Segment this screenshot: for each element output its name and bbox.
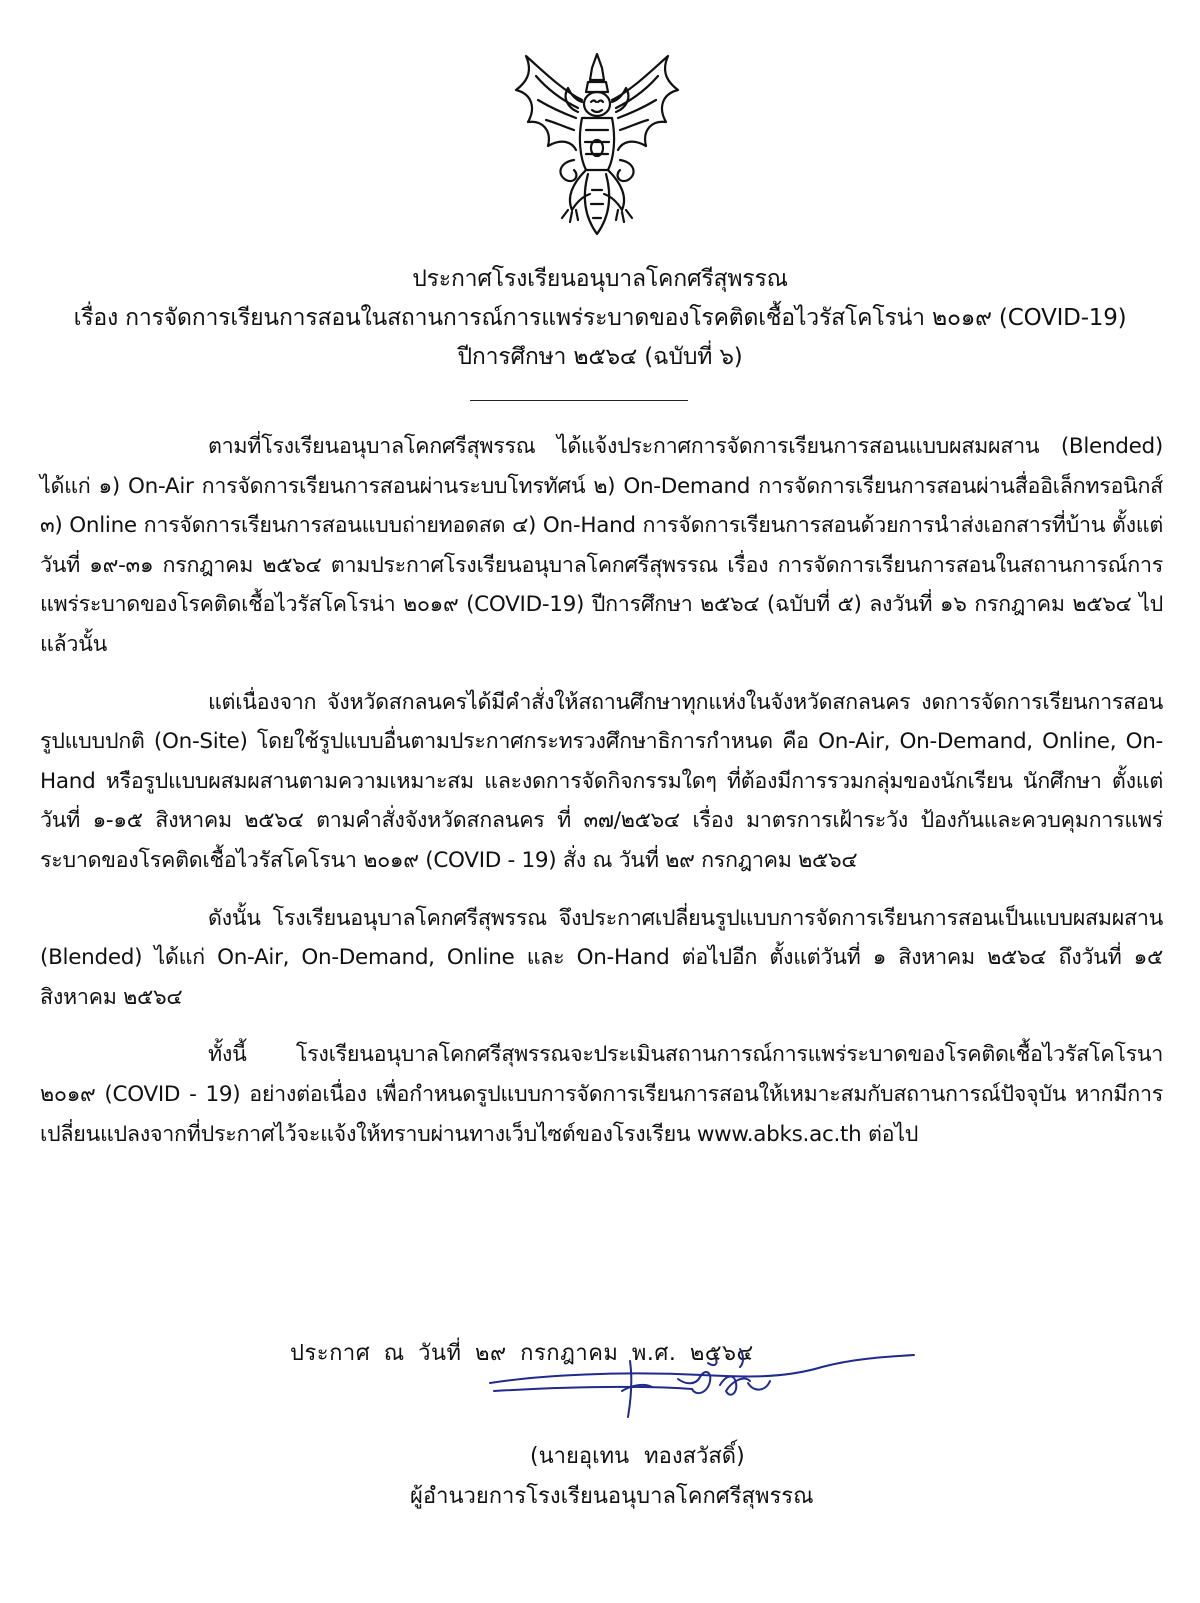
- paragraph-ongoing-assessment: ทั้งนี้ โรงเรียนอนุบาลโคกศรีสุพรรณจะประเมินสถานการณ์การแพร่ระบาดของโรคติดเชื้อไวรัสโคโรนา ๒๐๑๙ (COVID - 19) อย่างต่อเนื่อง เพื่อกำหนดรูปแบบการจัดการเรียนการสอนให้เหมาะสมกับสถานการณ์ปัจจุบัน หากมีการเปลี่ยนแปลงจากที่ประกาศไว้จะแจ้งให้ทราบผ่านทางเว็บไซต์ของโรงเรียน www.abks.ac.th ต่อไป: [40, 1042, 1163, 1147]
- handwritten-signature: [482, 1345, 922, 1425]
- signer-name: (นายอุเทน ทองสวัสดิ์): [530, 1444, 745, 1469]
- signer-position: ผู้อำนวยการโรงเรียนอนุบาลโคกศรีสุพรรณ: [410, 1484, 814, 1509]
- header-academic-year: ปีการศึกษา ๒๕๖๔ (ฉบับที่ ๖): [457, 344, 743, 370]
- garuda-emblem-icon: [512, 50, 682, 240]
- paragraph-new-format: ดังนั้น โรงเรียนอนุบาลโคกศรีสุพรรณ จึงประกาศเปลี่ยนรูปแบบการจัดการเรียนการสอนเป็นแบบผสมผสาน (Blended) ได้แก่ On-Air, On-Demand, Online และ On-Hand ต่อไปอีก ตั้งแต่วันที่ ๑ สิงหาคม ๒๕๖๔ ถึงวันที่ ๑๕ สิงหาคม ๒๕๖๔: [40, 905, 1163, 1010]
- paragraph-province-order: แต่เนื่องจาก จังหวัดสกลนครได้มีคำสั่งให้สถานศึกษาทุกแห่งในจังหวัดสกลนคร งดการจัดการเรียนการสอนรูปแบบปกติ (On-Site) โดยใช้รูปแบบอื่นตามประกาศกระทรวงศึกษาธิการกำหนด คือ On-Air, On-Demand, Online, On-Hand หรือรูปแบบผสมผสานตามความเหมาะสม และงดการจัดกิจกรรมใดๆ ที่ต้องมีการรวมกลุ่มของนักเรียน นักศึกษา ตั้งแต่วันที่ ๑-๑๕ สิงหาคม ๒๕๖๔ ตามคำสั่งจังหวัดสกลนคร ที่ ๓๗/๒๕๖๔ เรื่อง มาตรการเฝ้าระวัง ป้องกันและควบคุมการแพร่ระบาดของโรคติดเชื้อไวรัสโคโรนา ๒๐๑๙ (COVID - 19) สั่ง ณ วันที่ ๒๙ กรกฎาคม ๒๕๖๔: [40, 689, 1163, 873]
- announcement-header: [40, 260, 1160, 377]
- paragraph-previous-announcement: ตามที่โรงเรียนอนุบาลโคกศรีสุพรรณ ได้แจ้งประกาศการจัดการเรียนการสอนแบบผสมผสาน (Blended) ได้แก่ ๑) On-Air การจัดการเรียนการสอนผ่านระบบโทรทัศน์ ๒) On-Demand การจัดการเรียนการสอนผ่านสื่ออิเล็กทรอนิกส์ ๓) Online การจัดการเรียนการสอนแบบถ่ายทอดสด ๔) On-Hand การจัดการเรียนการสอนด้วยการนำส่งเอกสารที่บ้าน ตั้งแต่วันที่ ๑๙-๓๑ กรกฎาคม ๒๕๖๔ ตามประกาศโรงเรียนอนุบาลโคกศรีสุพรรณ เรื่อง การจัดการเรียนการสอนในสถานการณ์การแพร่ระบาดของโรคติดเชื้อไวรัสโคโรน่า ๒๐๑๙ (COVID-19) ปีการศึกษา ๒๕๖๔ (ฉบับที่ ๕) ลงวันที่ ๑๖ กรกฎาคม ๒๕๖๔ ไปแล้วนั้น: [40, 434, 1163, 657]
- header-title: ประกาศโรงเรียนอนุบาลโคกศรีสุพรรณ: [412, 266, 788, 292]
- announcement-date: ประกาศ ณ วันที่ ๒๙ กรกฎาคม พ.ศ. ๒๕๖๔: [290, 1341, 754, 1366]
- header-divider: [470, 400, 688, 401]
- header-subject: เรื่อง การจัดการเรียนการสอนในสถานการณ์การแพร่ระบาดของโรคติดเชื้อไวรัสโคโรน่า ๒๐๑๙ (COVID-19): [73, 305, 1127, 331]
- announcement-body: [40, 427, 1163, 1172]
